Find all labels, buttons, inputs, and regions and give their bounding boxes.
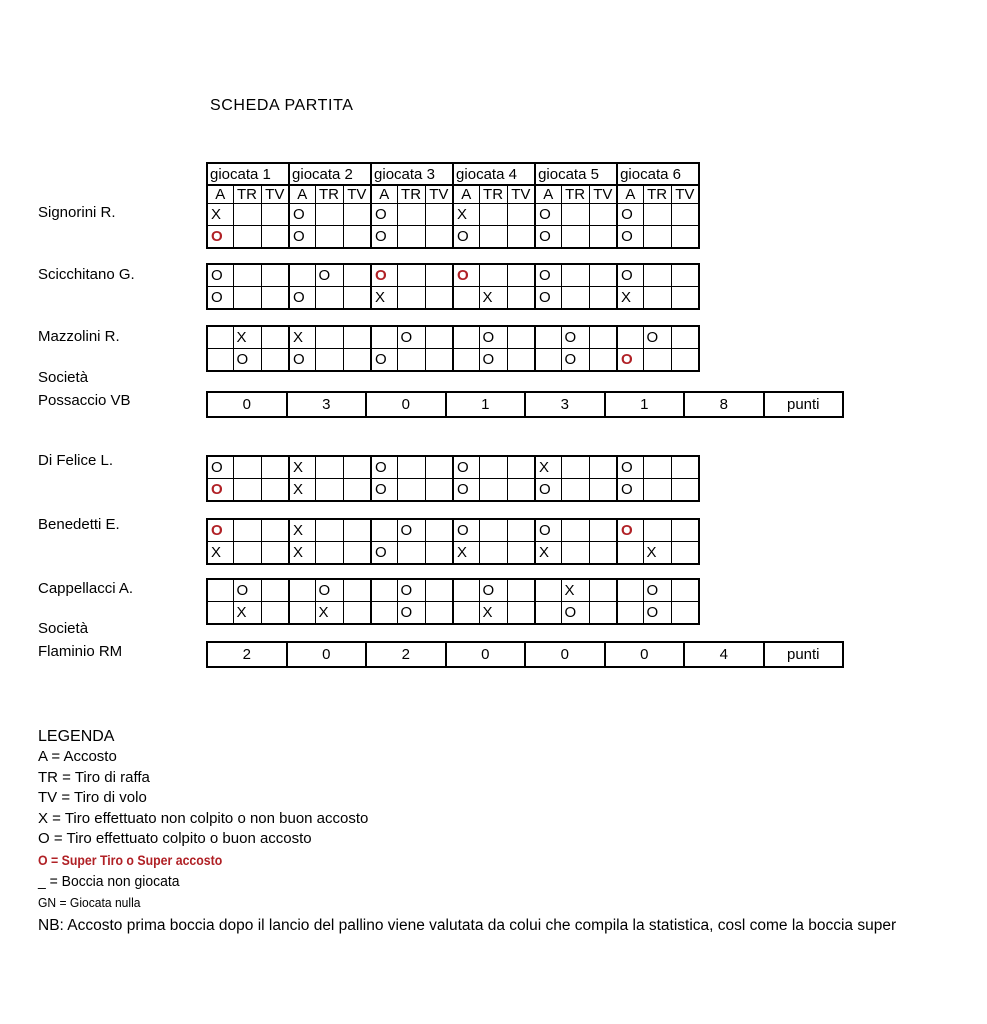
mark-cell: O xyxy=(289,349,315,372)
society-name-possaccio: Possaccio VB xyxy=(38,392,131,409)
empty-cell xyxy=(671,326,699,349)
empty-cell xyxy=(561,519,589,542)
empty-cell xyxy=(507,287,535,310)
empty-cell xyxy=(507,349,535,372)
empty-cell xyxy=(617,326,643,349)
mark-cell: O xyxy=(535,519,561,542)
mark-cell: O xyxy=(453,456,479,479)
mark-cell: O xyxy=(397,602,425,625)
points-cell: 0 xyxy=(366,392,446,417)
legend-line-o: O = Tiro effettuato colpito o buon accosto xyxy=(38,830,312,847)
player-name-signorini: Signorini R. xyxy=(38,204,116,221)
empty-cell xyxy=(507,479,535,502)
points-cell: 1 xyxy=(446,392,526,417)
mark-cell: X xyxy=(453,204,479,226)
empty-cell xyxy=(371,579,397,602)
subcol-header-cell: TV xyxy=(589,185,617,204)
mark-cell: O xyxy=(561,349,589,372)
subcol-header-cell: TV xyxy=(671,185,699,204)
empty-cell xyxy=(561,456,589,479)
empty-cell xyxy=(643,204,671,226)
mark-cell: X xyxy=(371,287,397,310)
empty-cell xyxy=(425,204,453,226)
empty-cell xyxy=(561,264,589,287)
mark-cell: O xyxy=(315,264,343,287)
mark-cell: X xyxy=(207,542,233,565)
empty-cell xyxy=(343,456,371,479)
empty-cell xyxy=(561,542,589,565)
empty-cell xyxy=(425,264,453,287)
subcol-header-cell: TR xyxy=(643,185,671,204)
empty-cell xyxy=(207,326,233,349)
legend-line-gn: GN = Giocata nulla xyxy=(38,894,141,910)
mark-cell: X xyxy=(289,456,315,479)
mark-cell-super: O xyxy=(207,226,233,249)
mark-cell: O xyxy=(453,479,479,502)
empty-cell xyxy=(589,479,617,502)
grid-scicchitano xyxy=(206,263,700,310)
mark-cell: O xyxy=(479,579,507,602)
empty-cell xyxy=(343,226,371,249)
player-name-difelice: Di Felice L. xyxy=(38,452,114,469)
points-cell: 3 xyxy=(287,392,367,417)
empty-cell xyxy=(535,349,561,372)
empty-cell xyxy=(397,287,425,310)
empty-cell xyxy=(233,479,261,502)
subcol-header-cell: TV xyxy=(425,185,453,204)
empty-cell xyxy=(397,204,425,226)
empty-cell xyxy=(397,349,425,372)
empty-cell xyxy=(261,542,289,565)
empty-cell xyxy=(425,326,453,349)
subcol-header-cell: TR xyxy=(397,185,425,204)
subcol-header-cell: TR xyxy=(561,185,589,204)
empty-cell xyxy=(589,542,617,565)
empty-cell xyxy=(643,519,671,542)
mark-cell: O xyxy=(453,226,479,249)
empty-cell xyxy=(589,204,617,226)
mark-cell: O xyxy=(561,602,589,625)
mark-cell: O xyxy=(371,456,397,479)
mark-cell: O xyxy=(371,542,397,565)
empty-cell xyxy=(343,519,371,542)
empty-cell xyxy=(507,542,535,565)
empty-cell xyxy=(671,542,699,565)
mark-cell: X xyxy=(643,542,671,565)
empty-cell xyxy=(453,602,479,625)
legend-line-accosto: A = Accosto xyxy=(38,748,117,765)
points-cell: 0 xyxy=(207,392,287,417)
empty-cell xyxy=(233,226,261,249)
mark-cell: X xyxy=(233,602,261,625)
empty-cell xyxy=(507,204,535,226)
empty-cell xyxy=(507,519,535,542)
legend-line-tiro-volo: TV = Tiro di volo xyxy=(38,789,147,806)
legend-line-super: O = Super Tiro o Super accosto xyxy=(38,851,223,868)
empty-cell xyxy=(453,579,479,602)
mark-cell: O xyxy=(643,579,671,602)
empty-cell xyxy=(453,349,479,372)
empty-cell xyxy=(589,579,617,602)
empty-cell xyxy=(343,264,371,287)
empty-cell xyxy=(425,287,453,310)
empty-cell xyxy=(371,602,397,625)
empty-cell xyxy=(589,519,617,542)
empty-cell xyxy=(397,264,425,287)
empty-cell xyxy=(479,226,507,249)
empty-cell xyxy=(343,204,371,226)
empty-cell xyxy=(397,226,425,249)
mark-cell: X xyxy=(289,479,315,502)
score-grid-table xyxy=(206,263,700,310)
points-unit-label: punti xyxy=(764,392,844,417)
subcol-header-cell: A xyxy=(535,185,561,204)
subcol-header-cell: TV xyxy=(343,185,371,204)
mark-cell: O xyxy=(289,287,315,310)
empty-cell xyxy=(507,579,535,602)
points-table xyxy=(206,391,844,418)
empty-cell xyxy=(207,579,233,602)
mark-cell: X xyxy=(479,287,507,310)
empty-cell xyxy=(207,349,233,372)
mark-cell: O xyxy=(233,349,261,372)
empty-cell xyxy=(371,519,397,542)
mark-cell: O xyxy=(207,456,233,479)
giocata-header-cell: giocata 6 xyxy=(617,163,699,185)
player-name-scicchitano: Scicchitano G. xyxy=(38,266,135,283)
empty-cell xyxy=(425,602,453,625)
empty-cell xyxy=(643,287,671,310)
mark-cell: O xyxy=(207,287,233,310)
empty-cell xyxy=(479,542,507,565)
empty-cell xyxy=(289,602,315,625)
empty-cell xyxy=(561,287,589,310)
subcol-header-cell: TV xyxy=(261,185,289,204)
empty-cell xyxy=(315,204,343,226)
subcol-header-cell: A xyxy=(617,185,643,204)
empty-cell xyxy=(261,519,289,542)
giocata-header-cell: giocata 2 xyxy=(289,163,371,185)
empty-cell xyxy=(425,519,453,542)
empty-cell xyxy=(233,264,261,287)
empty-cell xyxy=(261,579,289,602)
grid-signorini xyxy=(206,162,700,249)
mark-cell: O xyxy=(371,226,397,249)
empty-cell xyxy=(425,479,453,502)
empty-cell xyxy=(453,326,479,349)
grid-mazzolini xyxy=(206,325,700,372)
mark-cell: X xyxy=(479,602,507,625)
points-total-cell: 8 xyxy=(684,392,764,417)
mark-cell: O xyxy=(397,519,425,542)
empty-cell xyxy=(589,602,617,625)
empty-cell xyxy=(671,602,699,625)
score-grid-table xyxy=(206,455,700,502)
legend-line-tiro-raffa: TR = Tiro di raffa xyxy=(38,768,150,786)
mark-cell: O xyxy=(535,264,561,287)
points-cell: 0 xyxy=(525,642,605,667)
points-cell: 1 xyxy=(605,392,685,417)
mark-cell: O xyxy=(479,349,507,372)
empty-cell xyxy=(453,287,479,310)
empty-cell xyxy=(315,479,343,502)
empty-cell xyxy=(289,579,315,602)
empty-cell xyxy=(507,226,535,249)
empty-cell xyxy=(233,287,261,310)
grid-difelice xyxy=(206,455,700,502)
points-cell: 3 xyxy=(525,392,605,417)
empty-cell xyxy=(643,479,671,502)
empty-cell xyxy=(397,479,425,502)
empty-cell xyxy=(617,542,643,565)
grid-benedetti xyxy=(206,518,700,565)
empty-cell xyxy=(315,226,343,249)
mark-cell: O xyxy=(535,287,561,310)
subcol-header-cell: A xyxy=(289,185,315,204)
mark-cell: O xyxy=(561,326,589,349)
points-row-possaccio xyxy=(206,391,844,418)
empty-cell xyxy=(643,456,671,479)
points-cell: 0 xyxy=(605,642,685,667)
legend-line-x: X = Tiro effettuato non colpito o non buon accosto xyxy=(38,809,369,827)
empty-cell xyxy=(561,204,589,226)
mark-cell: X xyxy=(453,542,479,565)
empty-cell xyxy=(261,204,289,226)
mark-cell: O xyxy=(315,579,343,602)
mark-cell: O xyxy=(371,349,397,372)
points-table xyxy=(206,641,844,668)
mark-cell: O xyxy=(371,479,397,502)
points-cell: 2 xyxy=(207,642,287,667)
empty-cell xyxy=(261,349,289,372)
empty-cell xyxy=(671,349,699,372)
giocata-header-cell: giocata 3 xyxy=(371,163,453,185)
mark-cell: X xyxy=(233,326,261,349)
empty-cell xyxy=(589,287,617,310)
empty-cell xyxy=(535,602,561,625)
empty-cell xyxy=(315,287,343,310)
legend-line-nb: NB: Accosto prima boccia dopo il lancio del pallino viene valutata da colui che compila la statistica, cosl come la boccia super xyxy=(38,916,897,934)
empty-cell xyxy=(561,226,589,249)
empty-cell xyxy=(261,456,289,479)
empty-cell xyxy=(479,264,507,287)
empty-cell xyxy=(207,602,233,625)
empty-cell xyxy=(397,456,425,479)
empty-cell xyxy=(289,264,315,287)
mark-cell: O xyxy=(233,579,261,602)
mark-cell: X xyxy=(289,519,315,542)
empty-cell xyxy=(671,226,699,249)
empty-cell xyxy=(315,542,343,565)
empty-cell xyxy=(343,326,371,349)
empty-cell xyxy=(397,542,425,565)
empty-cell xyxy=(343,602,371,625)
society-label: Società xyxy=(38,620,89,637)
empty-cell xyxy=(589,326,617,349)
points-cell: 0 xyxy=(446,642,526,667)
mark-cell: O xyxy=(289,204,315,226)
giocata-header-cell: giocata 1 xyxy=(207,163,289,185)
empty-cell xyxy=(589,456,617,479)
empty-cell xyxy=(425,226,453,249)
empty-cell xyxy=(479,519,507,542)
empty-cell xyxy=(233,542,261,565)
empty-cell xyxy=(315,326,343,349)
empty-cell xyxy=(343,479,371,502)
mark-cell: O xyxy=(479,326,507,349)
empty-cell xyxy=(343,542,371,565)
mark-cell: O xyxy=(617,479,643,502)
score-grid-table xyxy=(206,518,700,565)
empty-cell xyxy=(535,579,561,602)
mark-cell: O xyxy=(371,204,397,226)
points-unit-label: punti xyxy=(764,642,844,667)
empty-cell xyxy=(643,264,671,287)
empty-cell xyxy=(479,479,507,502)
player-name-cappellacci: Cappellacci A. xyxy=(38,580,134,597)
empty-cell xyxy=(315,349,343,372)
empty-cell xyxy=(425,579,453,602)
empty-cell xyxy=(233,204,261,226)
mark-cell: O xyxy=(617,226,643,249)
empty-cell xyxy=(479,456,507,479)
society-label: Società xyxy=(38,369,89,386)
empty-cell xyxy=(425,349,453,372)
legend-line-not-played: _ = Boccia non giocata xyxy=(38,872,180,890)
mark-cell: O xyxy=(535,204,561,226)
empty-cell xyxy=(617,602,643,625)
mark-cell: O xyxy=(643,602,671,625)
mark-cell: O xyxy=(397,579,425,602)
empty-cell xyxy=(233,519,261,542)
points-cell: 2 xyxy=(366,642,446,667)
subcol-header-cell: A xyxy=(453,185,479,204)
empty-cell xyxy=(507,456,535,479)
subcol-header-cell: TV xyxy=(507,185,535,204)
mark-cell-super: O xyxy=(207,479,233,502)
mark-cell: O xyxy=(453,519,479,542)
empty-cell xyxy=(371,326,397,349)
empty-cell xyxy=(261,326,289,349)
empty-cell xyxy=(343,287,371,310)
giocata-header-cell: giocata 5 xyxy=(535,163,617,185)
points-total-cell: 4 xyxy=(684,642,764,667)
empty-cell xyxy=(589,264,617,287)
empty-cell xyxy=(671,519,699,542)
mark-cell: O xyxy=(535,479,561,502)
legend xyxy=(38,726,978,937)
mark-cell: X xyxy=(535,456,561,479)
empty-cell xyxy=(315,519,343,542)
empty-cell xyxy=(261,287,289,310)
subcol-header-cell: TR xyxy=(233,185,261,204)
mark-cell: O xyxy=(207,264,233,287)
mark-cell-super: O xyxy=(371,264,397,287)
mark-cell: O xyxy=(535,226,561,249)
empty-cell xyxy=(507,602,535,625)
legend-heading: LEGENDA xyxy=(38,728,115,745)
points-cell: 0 xyxy=(287,642,367,667)
mark-cell: O xyxy=(643,326,671,349)
empty-cell xyxy=(671,456,699,479)
society-name-flaminio: Flaminio RM xyxy=(38,643,123,660)
empty-cell xyxy=(425,542,453,565)
empty-cell xyxy=(671,264,699,287)
subcol-header-cell: A xyxy=(207,185,233,204)
mark-cell: X xyxy=(617,287,643,310)
mark-cell: O xyxy=(617,456,643,479)
empty-cell xyxy=(589,349,617,372)
empty-cell xyxy=(261,264,289,287)
mark-cell: O xyxy=(617,264,643,287)
empty-cell xyxy=(671,204,699,226)
empty-cell xyxy=(643,349,671,372)
empty-cell xyxy=(261,602,289,625)
mark-cell: X xyxy=(207,204,233,226)
empty-cell xyxy=(671,479,699,502)
subcol-header-cell: TR xyxy=(479,185,507,204)
empty-cell xyxy=(343,579,371,602)
empty-cell xyxy=(315,456,343,479)
mark-cell: O xyxy=(289,226,315,249)
player-name-benedetti: Benedetti E. xyxy=(38,516,120,533)
mark-cell-super: O xyxy=(617,519,643,542)
empty-cell xyxy=(425,456,453,479)
empty-cell xyxy=(671,287,699,310)
mark-cell: X xyxy=(561,579,589,602)
empty-cell xyxy=(233,456,261,479)
score-grid-table xyxy=(206,325,700,372)
mark-cell: O xyxy=(397,326,425,349)
player-name-mazzolini: Mazzolini R. xyxy=(38,328,120,345)
subcol-header-cell: A xyxy=(371,185,397,204)
grid-cappellacci xyxy=(206,578,700,625)
empty-cell xyxy=(507,326,535,349)
mark-cell: X xyxy=(535,542,561,565)
mark-cell-super: O xyxy=(207,519,233,542)
empty-cell xyxy=(617,579,643,602)
empty-cell xyxy=(561,479,589,502)
mark-cell-super: O xyxy=(453,264,479,287)
subcol-header-cell: TR xyxy=(315,185,343,204)
mark-cell-super: O xyxy=(617,349,643,372)
empty-cell xyxy=(671,579,699,602)
empty-cell xyxy=(589,226,617,249)
mark-cell: X xyxy=(315,602,343,625)
empty-cell xyxy=(535,326,561,349)
empty-cell xyxy=(479,204,507,226)
score-grid-table xyxy=(206,162,700,249)
giocata-header-cell: giocata 4 xyxy=(453,163,535,185)
points-row-flaminio xyxy=(206,641,844,668)
mark-cell: X xyxy=(289,542,315,565)
empty-cell xyxy=(261,226,289,249)
empty-cell xyxy=(643,226,671,249)
mark-cell: X xyxy=(289,326,315,349)
page-title: SCHEDA PARTITA xyxy=(210,97,354,114)
empty-cell xyxy=(343,349,371,372)
mark-cell: O xyxy=(617,204,643,226)
empty-cell xyxy=(261,479,289,502)
score-grid-table xyxy=(206,578,700,625)
empty-cell xyxy=(507,264,535,287)
